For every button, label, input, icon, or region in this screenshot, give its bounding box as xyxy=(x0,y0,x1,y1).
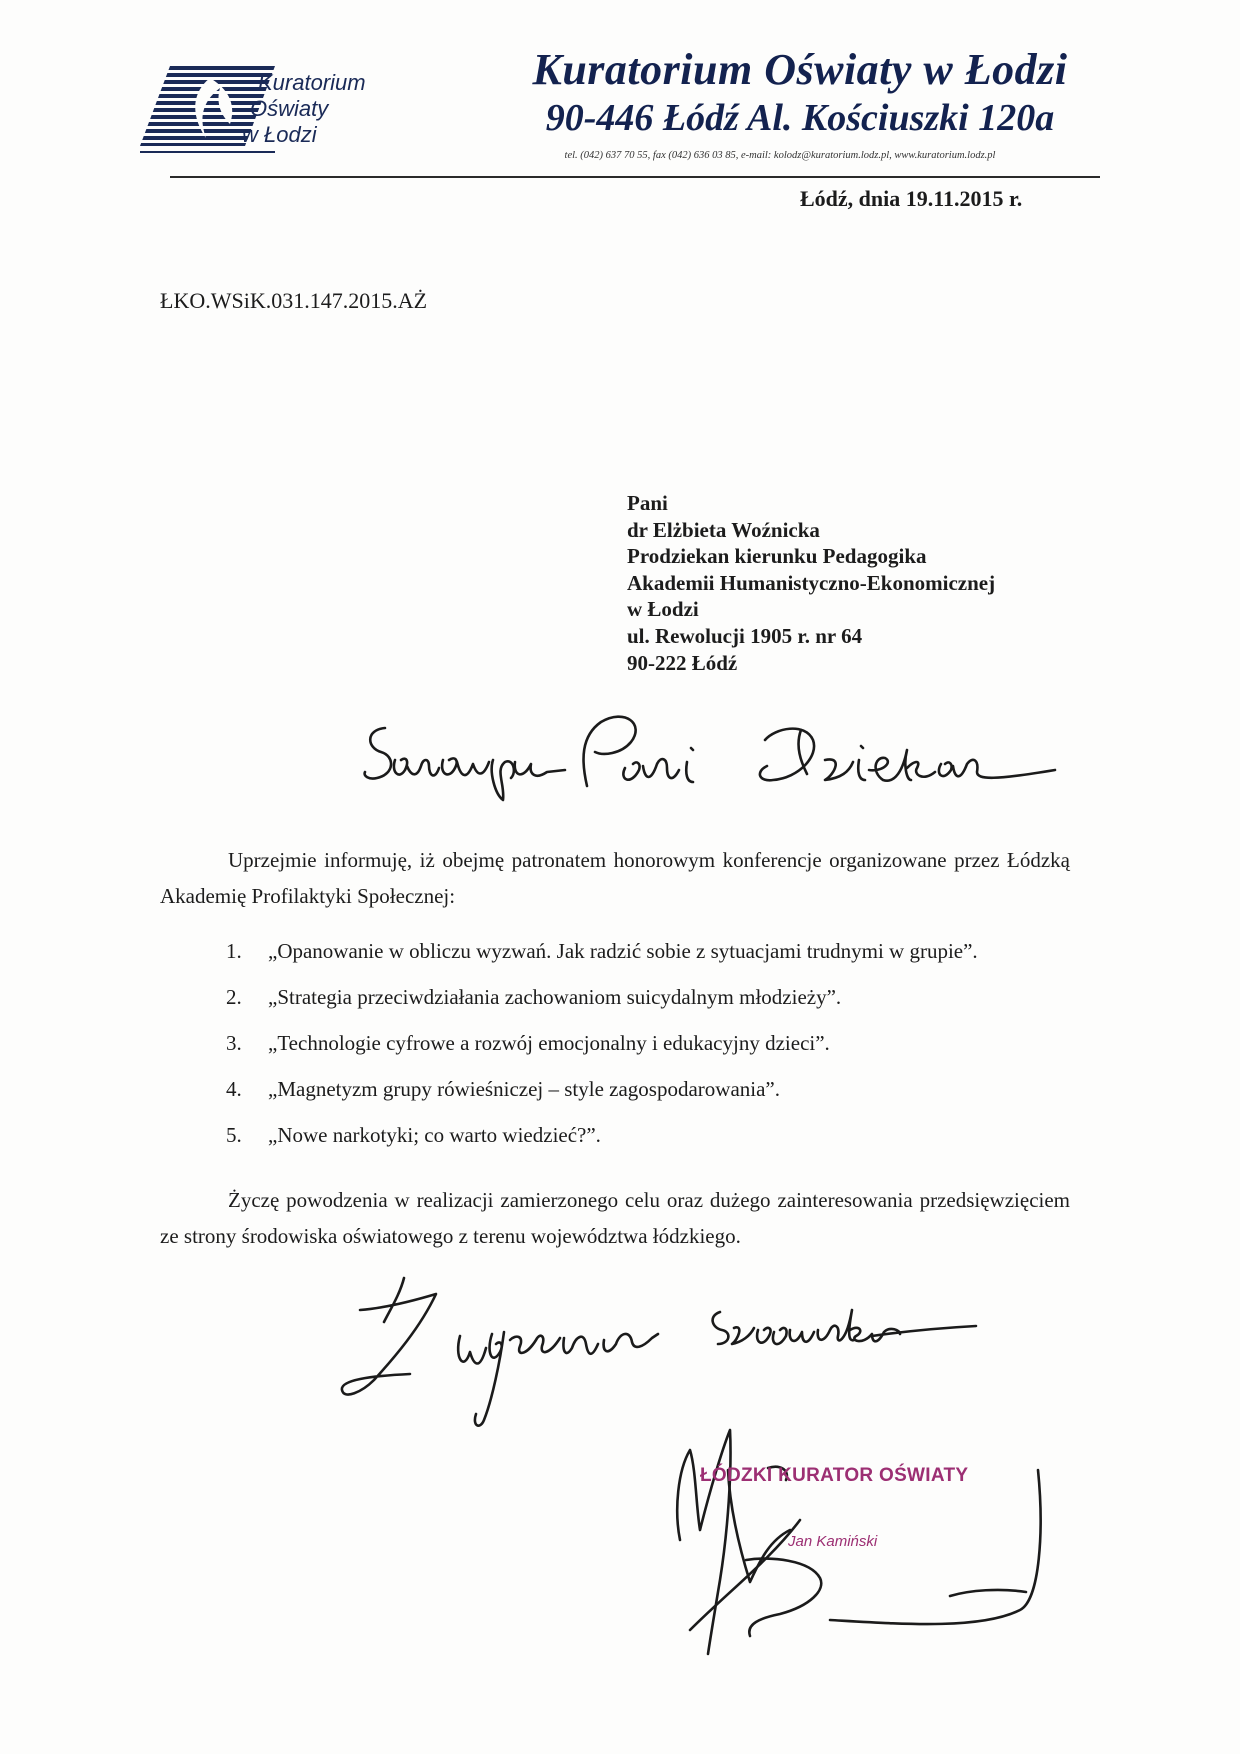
letterhead-title: Kuratorium Oświaty w Łodzi xyxy=(532,45,1068,94)
list-item-text: „Magnetyzm grupy rówieśniczej – style zagospodarowania”. xyxy=(268,1077,780,1101)
list-item-number: 1. xyxy=(226,939,242,963)
stamp-name: Jan Kamiński xyxy=(788,1533,878,1550)
list-item xyxy=(226,1025,1072,1061)
recipient-address-block xyxy=(627,490,1127,676)
stamp-title: ŁÓDZKI KURATOR OŚWIATY xyxy=(700,1465,969,1486)
conference-list xyxy=(226,933,1072,1163)
list-item-number: 5. xyxy=(226,1123,242,1147)
reference-number: ŁKO.WSiK.031.147.2015.AŻ xyxy=(160,288,428,313)
list-item-number: 4. xyxy=(226,1077,242,1101)
recipient-line: Prodziekan kierunku Pedagogika xyxy=(627,544,927,569)
recipient-line: Akademii Humanistyczno-Ekonomicznej xyxy=(627,570,996,595)
list-item-text: „Opanowanie w obliczu wyzwań. Jak radzić sobie z sytuacjami trudnymi w grupie”. xyxy=(268,939,978,963)
svg-text:w Łodzi: w Łodzi xyxy=(242,122,317,147)
kuratorium-logo xyxy=(140,66,430,176)
letterhead-divider xyxy=(170,176,1100,178)
recipient-line: 90-222 Łódź xyxy=(627,650,738,675)
list-item xyxy=(226,933,1072,969)
list-item-number: 2. xyxy=(226,985,242,1009)
list-item-text: „Nowe narkotyki; co warto wiedzieć?”. xyxy=(268,1123,601,1147)
letter-intro-paragraph: Uprzejmie informuję, iż obejmę patronatem honorowym konferencje organizowane przez Łódzką Akademię Profilaktyki Społecznej: xyxy=(160,848,1070,908)
handwritten-greeting xyxy=(355,700,1075,810)
letterhead-address: 90-446 Łódź Al. Kościuszki 120a xyxy=(545,97,1055,139)
list-item-text: „Strategia przeciwdziałania zachowaniom suicydalnym młodzieży”. xyxy=(268,985,842,1009)
letterhead-contact: tel. (042) 637 70 55, fax (042) 636 03 85, e-mail: kolodz@kuratorium.lodz.pl, www.kuratorium.lodz.pl xyxy=(564,150,996,161)
recipient-line: w Łodzi xyxy=(627,597,699,622)
list-item xyxy=(226,979,1072,1015)
recipient-line: dr Elżbieta Woźnicka xyxy=(627,517,820,542)
list-item-number: 3. xyxy=(226,1031,242,1055)
list-item xyxy=(226,1117,1072,1153)
list-item-text: „Technologie cyfrowe a rozwój emocjonalny i edukacyjny dzieci”. xyxy=(268,1031,830,1055)
list-item xyxy=(226,1071,1072,1107)
letter-date: Łódź, dnia 19.11.2015 r. xyxy=(800,186,1023,211)
recipient-line: Pani xyxy=(627,491,668,515)
svg-text:Oświaty: Oświaty xyxy=(250,96,329,121)
letter-closing-paragraph: Życzę powodzenia w realizacji zamierzonego celu oraz dużego zainteresowania przedsięwzięciem ze strony środowiska oświatowego z terenu województwa łódzkiego. xyxy=(160,1188,1070,1248)
svg-text:Kuratorium: Kuratorium xyxy=(258,70,366,95)
recipient-line: ul. Rewolucji 1905 r. nr 64 xyxy=(627,623,863,648)
